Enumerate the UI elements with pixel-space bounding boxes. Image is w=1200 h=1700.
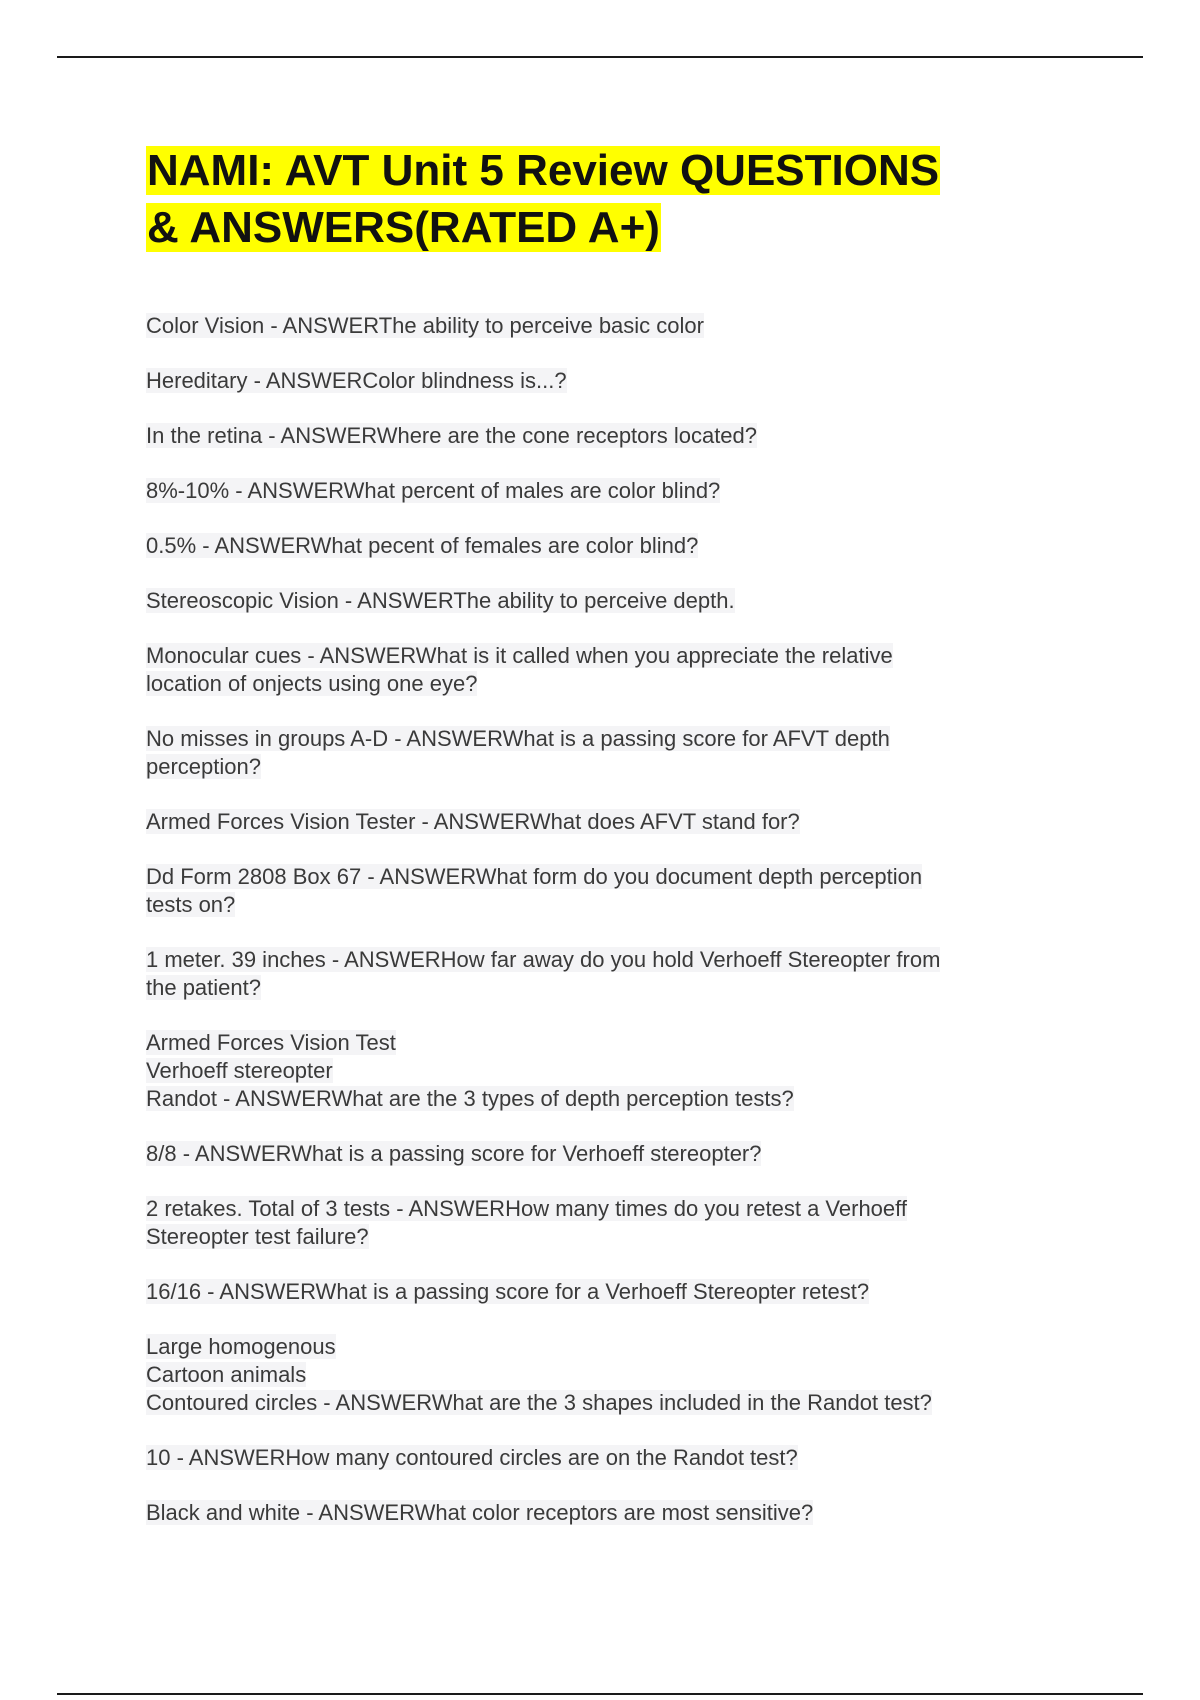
qa-item [146, 808, 1046, 836]
qa-item-line: Contoured circles - ANSWERWhat are the 3 shapes included in the Randot test? [146, 1390, 932, 1415]
qa-item-line: Verhoeff stereopter [146, 1058, 333, 1083]
document-title [146, 142, 1046, 256]
qa-item [146, 863, 1046, 919]
qa-item [146, 1444, 1046, 1472]
qa-item-line: 16/16 - ANSWERWhat is a passing score for a Verhoeff Stereopter retest? [146, 1279, 870, 1304]
qa-item-line: tests on? [146, 892, 236, 917]
qa-item [146, 642, 1046, 698]
qa-item-line: In the retina - ANSWERWhere are the cone receptors located? [146, 423, 758, 448]
qa-item-line: Stereoscopic Vision - ANSWERThe ability to perceive depth. [146, 588, 735, 613]
qa-item-line: perception? [146, 754, 261, 779]
qa-item [146, 477, 1046, 505]
qa-item-line: Stereopter test failure? [146, 1224, 369, 1249]
qa-item-line: Black and white - ANSWERWhat color receptors are most sensitive? [146, 1500, 814, 1525]
title-line-2: & ANSWERS(RATED A+) [147, 203, 660, 252]
qa-item-line: 1 meter. 39 inches - ANSWERHow far away do you hold Verhoeff Stereopter from [146, 947, 941, 972]
qa-item [146, 725, 1046, 781]
qa-item-line: Armed Forces Vision Test [146, 1030, 396, 1055]
qa-item-line: Armed Forces Vision Tester - ANSWERWhat does AFVT stand for? [146, 809, 800, 834]
qa-item-line: 10 - ANSWERHow many contoured circles are on the Randot test? [146, 1445, 798, 1470]
qa-item-line: No misses in groups A-D - ANSWERWhat is a passing score for AFVT depth [146, 726, 890, 751]
qa-item-line: Color Vision - ANSWERThe ability to perceive basic color [146, 313, 704, 338]
qa-item [146, 1029, 1046, 1113]
bottom-rule [57, 1693, 1143, 1695]
qa-item [146, 946, 1046, 1002]
qa-item [146, 312, 1046, 340]
qa-item-line: Randot - ANSWERWhat are the 3 types of depth perception tests? [146, 1086, 794, 1111]
qa-item [146, 1333, 1046, 1417]
qa-item [146, 1499, 1046, 1527]
qa-list [146, 312, 1046, 1554]
qa-item [146, 587, 1046, 615]
qa-item-line: Hereditary - ANSWERColor blindness is...? [146, 368, 567, 393]
qa-item-line: Cartoon animals [146, 1362, 307, 1387]
qa-item-line: 8%-10% - ANSWERWhat percent of males are color blind? [146, 478, 721, 503]
qa-item-line: 8/8 - ANSWERWhat is a passing score for Verhoeff stereopter? [146, 1141, 762, 1166]
qa-item [146, 422, 1046, 450]
qa-item-line: 0.5% - ANSWERWhat pecent of females are color blind? [146, 533, 699, 558]
qa-item [146, 1195, 1046, 1251]
qa-item-line: location of onjects using one eye? [146, 671, 478, 696]
qa-item-line: 2 retakes. Total of 3 tests - ANSWERHow many times do you retest a Verhoeff [146, 1196, 907, 1221]
qa-item [146, 367, 1046, 395]
qa-item-line: the patient? [146, 975, 261, 1000]
qa-item [146, 532, 1046, 560]
qa-item-line: Monocular cues - ANSWERWhat is it called when you appreciate the relative [146, 643, 893, 668]
qa-item [146, 1278, 1046, 1306]
title-line-1: NAMI: AVT Unit 5 Review QUESTIONS [147, 146, 940, 195]
qa-item [146, 1140, 1046, 1168]
top-rule [57, 56, 1143, 58]
qa-item-line: Dd Form 2808 Box 67 - ANSWERWhat form do you document depth perception [146, 864, 923, 889]
qa-item-line: Large homogenous [146, 1334, 336, 1359]
